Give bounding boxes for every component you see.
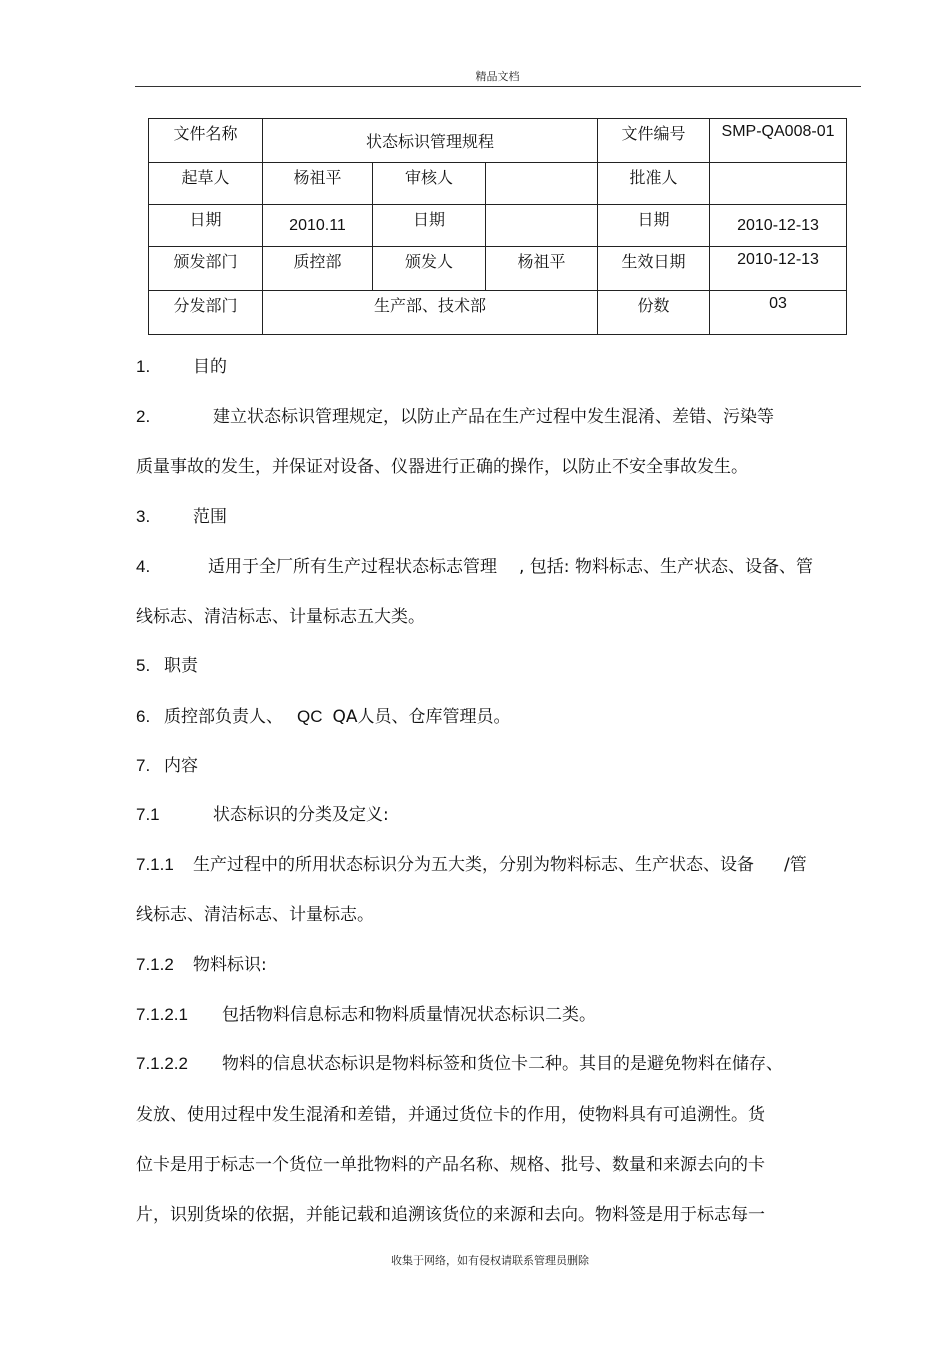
table-cell: 杨祖平 — [486, 247, 598, 291]
paragraph-text: QC — [297, 707, 323, 726]
table-cell: 审核人 — [373, 163, 486, 205]
paragraph-text: 包括物料信息标志和物料质量情况状态标识二类。 — [222, 1005, 596, 1025]
document-info-table — [148, 118, 847, 335]
section-number: 3. — [136, 507, 151, 526]
section-text: 状态标识的分类及定义: — [213, 805, 389, 825]
table-cell: 颁发人 — [373, 247, 486, 291]
table-cell — [486, 163, 598, 205]
section-number: 1. — [136, 357, 151, 376]
table-cell: 状态标识管理规程 — [263, 119, 598, 163]
paragraph-text: /管 — [784, 855, 807, 875]
section-duty-heading — [136, 656, 198, 676]
paragraph-text: 适用于全厂所有生产过程状态标志管理 — [208, 557, 497, 577]
paragraph — [136, 1005, 596, 1025]
paragraph-text: 生产过程中的所用状态标识分为五大类，分别为物料标志、生产状态、设备 — [193, 855, 754, 875]
table-cell: 起草人 — [149, 163, 263, 205]
section-number: 7.1.2.1 — [136, 1005, 188, 1024]
table-cell: 分发部门 — [149, 291, 263, 335]
page-footer: 收集于网络，如有侵权请联系管理员删除 — [391, 1254, 589, 1267]
subsection-heading — [136, 805, 389, 825]
paragraph-continuation: 发放、使用过程中发生混淆和差错，并通过货位卡的作用，使物料具有可追溯性。货 — [136, 1105, 765, 1125]
table-cell: 批准人 — [598, 163, 710, 205]
section-number: 6. — [136, 707, 151, 726]
section-number: 7.1.2.2 — [136, 1054, 188, 1073]
table-cell — [486, 205, 598, 247]
table-row — [149, 163, 847, 205]
table-cell: 生产部、技术部 — [263, 291, 598, 335]
table-cell: 2010-12-13 — [710, 205, 847, 247]
section-number: 7.1.1 — [136, 855, 174, 874]
section-text: 职责 — [164, 656, 198, 676]
table-row — [149, 247, 847, 291]
table-cell: 2010.11 — [263, 205, 373, 247]
table-row — [149, 205, 847, 247]
table-cell: 生效日期 — [598, 247, 710, 291]
table-cell: 2010-12-13 — [710, 247, 847, 291]
section-purpose-heading — [136, 357, 227, 377]
section-number: 7. — [136, 756, 151, 775]
table-cell: SMP-QA008-01 — [710, 119, 847, 163]
section-scope-heading — [136, 507, 227, 527]
table-row — [149, 291, 847, 335]
section-text: 范围 — [193, 507, 227, 527]
table-row — [149, 119, 847, 163]
table-cell: 文件编号 — [598, 119, 710, 163]
table-cell: 日期 — [149, 205, 263, 247]
table-cell: 日期 — [598, 205, 710, 247]
table-cell — [710, 163, 847, 205]
paragraph — [136, 707, 511, 727]
table-cell: 颁发部门 — [149, 247, 263, 291]
page-header: 精品文档 — [475, 70, 520, 83]
table-cell: 日期 — [373, 205, 486, 247]
paragraph-text: , 包括: 物料标志、生产状态、设备、管 — [519, 557, 813, 577]
section-number: 2. — [136, 407, 151, 426]
table-cell: 杨祖平 — [263, 163, 373, 205]
subsection-heading — [136, 955, 267, 975]
paragraph-text: 质控部负责人、 — [164, 707, 283, 727]
section-number: 7.1.2 — [136, 955, 174, 974]
paragraph — [136, 855, 807, 875]
section-text: 内容 — [164, 756, 198, 776]
table-cell: 文件名称 — [149, 119, 263, 163]
header-divider — [135, 86, 861, 87]
paragraph-text: QA人员、仓库管理员。 — [332, 707, 511, 727]
table-cell: 份数 — [598, 291, 710, 335]
paragraph — [136, 1054, 783, 1074]
paragraph-continuation: 质量事故的发生，并保证对设备、仪器进行正确的操作，以防止不安全事故发生。 — [136, 457, 748, 477]
paragraph — [136, 407, 774, 427]
paragraph-continuation: 片，识别货垛的依据，并能记载和追溯该货位的来源和去向。物料签是用于标志每一 — [136, 1205, 765, 1225]
section-content-heading — [136, 756, 198, 776]
paragraph-text: 建立状态标识管理规定，以防止产品在生产过程中发生混淆、差错、污染等 — [213, 407, 774, 427]
section-number: 4. — [136, 557, 151, 576]
section-number: 7.1 — [136, 805, 160, 824]
section-number: 5. — [136, 656, 151, 675]
table-cell: 03 — [710, 291, 847, 335]
section-text: 目的 — [193, 357, 227, 377]
paragraph-text: 物料的信息状态标识是物料标签和货位卡二种。其目的是避免物料在储存、 — [222, 1054, 783, 1074]
paragraph-continuation: 位卡是用于标志一个货位一单批物料的产品名称、规格、批号、数量和来源去向的卡 — [136, 1155, 765, 1175]
paragraph — [136, 557, 813, 577]
section-text: 物料标识: — [193, 955, 267, 975]
table-cell: 质控部 — [263, 247, 373, 291]
paragraph-continuation: 线标志、清洁标志、计量标志五大类。 — [136, 607, 425, 627]
paragraph-continuation: 线标志、清洁标志、计量标志。 — [136, 905, 374, 925]
